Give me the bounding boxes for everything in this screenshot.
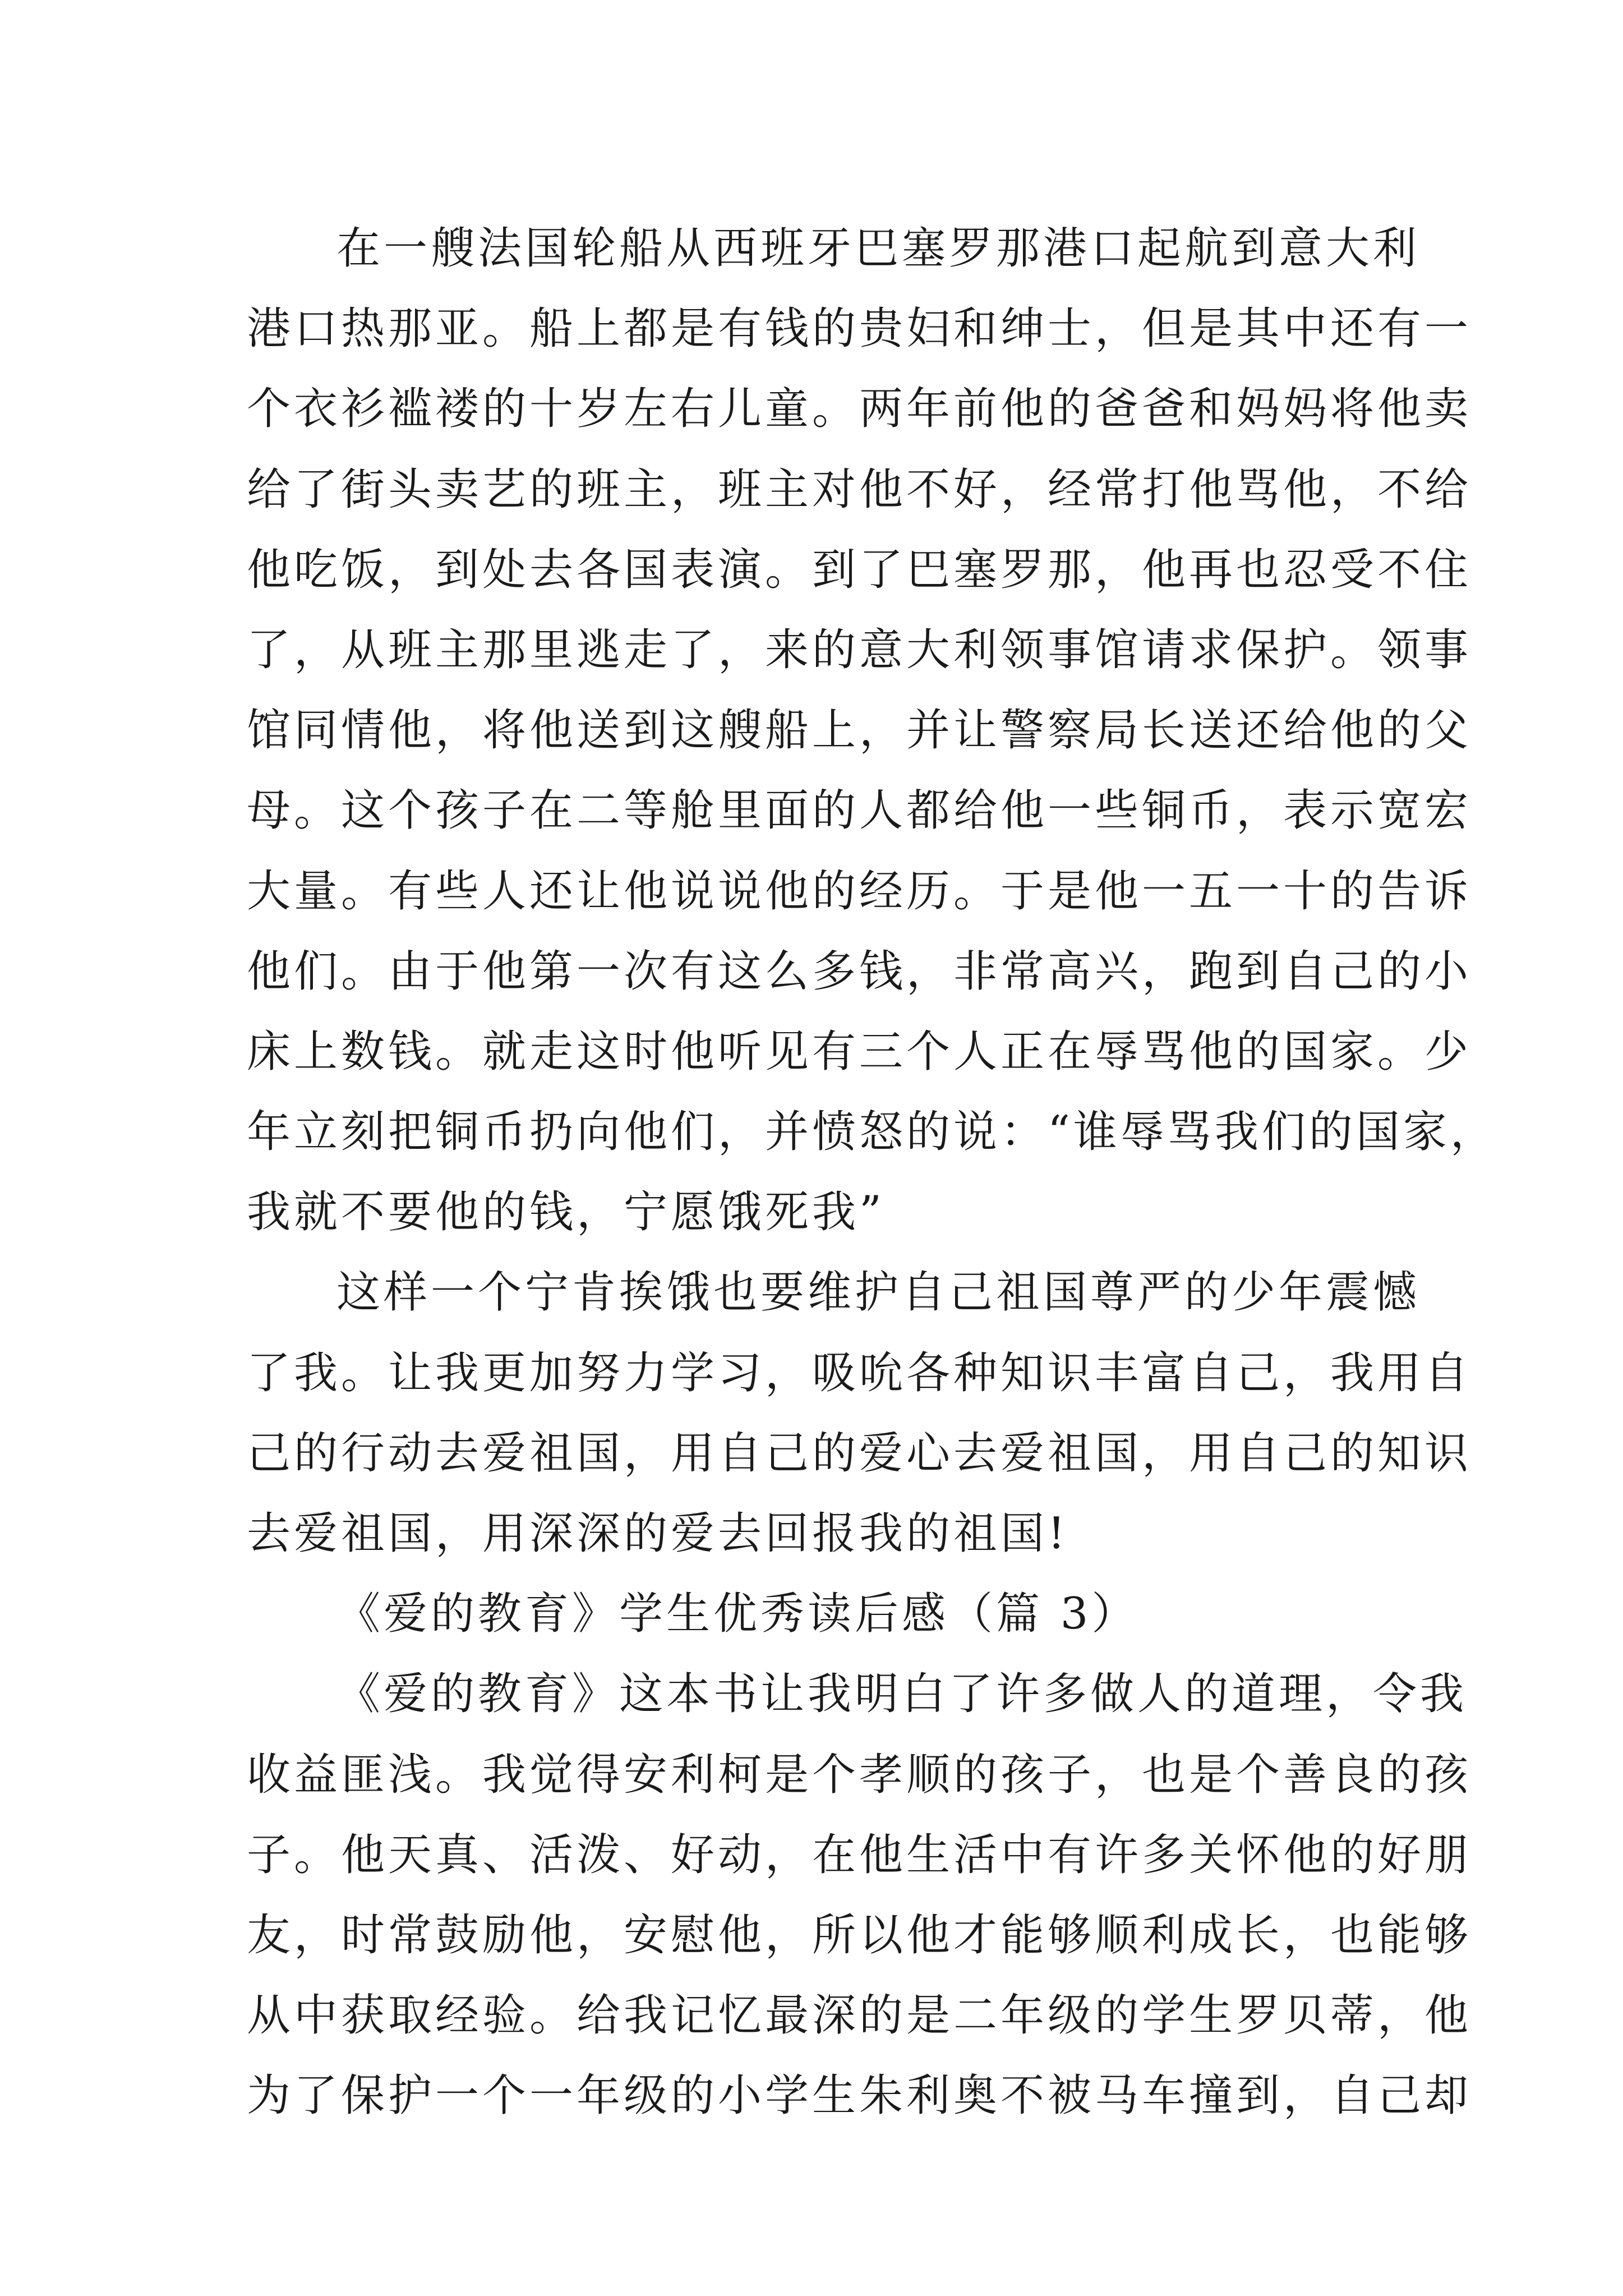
paragraph-line: 了我。让我更加努力学习，吸吮各种知识丰富自己，我用自 <box>247 1347 1472 1398</box>
paragraph-line: 给了街头卖艺的班主，班主对他不好，经常打他骂他，不给 <box>247 464 1472 515</box>
paragraph-line: 他吃饭，到处去各国表演。到了巴塞罗那，他再也忍受不住 <box>247 544 1472 595</box>
paragraph-line: 馆同情他，将他送到这艘船上，并让警察局长送还给他的父 <box>247 705 1472 756</box>
paragraph-line: 这样一个宁肯挨饿也要维护自己祖国尊严的少年震憾 <box>336 1267 1421 1318</box>
paragraph-line: 在一艘法国轮船从西班牙巴塞罗那港口起航到意大利 <box>336 223 1421 274</box>
paragraph-line: 友，时常鼓励他，安慰他，所以他才能够顺利成长，也能够 <box>247 1910 1472 1961</box>
paragraph-line: 年立刻把铜币扔向他们，并愤怒的说：“谁辱骂我们的国家， <box>247 1107 1497 1158</box>
paragraph-line: 收益匪浅。我觉得安利柯是个孝顺的孩子，也是个善良的孩 <box>247 1749 1472 1800</box>
section-heading: 《爱的教育》学生优秀读后感（篇 3） <box>336 1589 1139 1640</box>
paragraph-line: 我就不要他的钱，宁愿饿死我” <box>247 1187 885 1238</box>
paragraph-line: 己的行动去爱祖国，用自己的爱心去爱祖国，用自己的知识 <box>247 1428 1472 1479</box>
paragraph-line: 子。他天真、活泼、好动，在他生活中有许多关怀他的好朋 <box>247 1829 1472 1880</box>
paragraph-line: 为了保护一个一年级的小学生朱利奥不被马车撞到，自己却 <box>247 2070 1472 2122</box>
document-body <box>247 209 1497 2137</box>
paragraph-line: 从中获取经验。给我记忆最深的是二年级的学生罗贝蒂，他 <box>247 1990 1472 2041</box>
paragraph-line: 去爱祖国，用深深的爱去回报我的祖国! <box>247 1508 1069 1559</box>
paragraph-line: 母。这个孩子在二等舱里面的人都给他一些铜币，表示宽宏 <box>247 785 1472 836</box>
paragraph-line: 个衣衫褴褛的十岁左右儿童。两年前他的爸爸和妈妈将他卖 <box>247 384 1472 435</box>
paragraph-line: 港口热那亚。船上都是有钱的贵妇和绅士，但是其中还有一 <box>247 303 1472 355</box>
paragraph-line: 他们。由于他第一次有这么多钱，非常高兴，跑到自己的小 <box>247 946 1472 997</box>
paragraph-line: 床上数钱。就走这时他听见有三个人正在辱骂他的国家。少 <box>247 1026 1472 1077</box>
paragraph-line: 大量。有些人还让他说说他的经历。于是他一五一十的告诉 <box>247 866 1472 917</box>
paragraph-line: 《爱的教育》这本书让我明白了许多做人的道理，令我 <box>336 1669 1468 1720</box>
paragraph-line: 了，从班主那里逃走了，来的意大利领事馆请求保护。领事 <box>247 624 1472 675</box>
